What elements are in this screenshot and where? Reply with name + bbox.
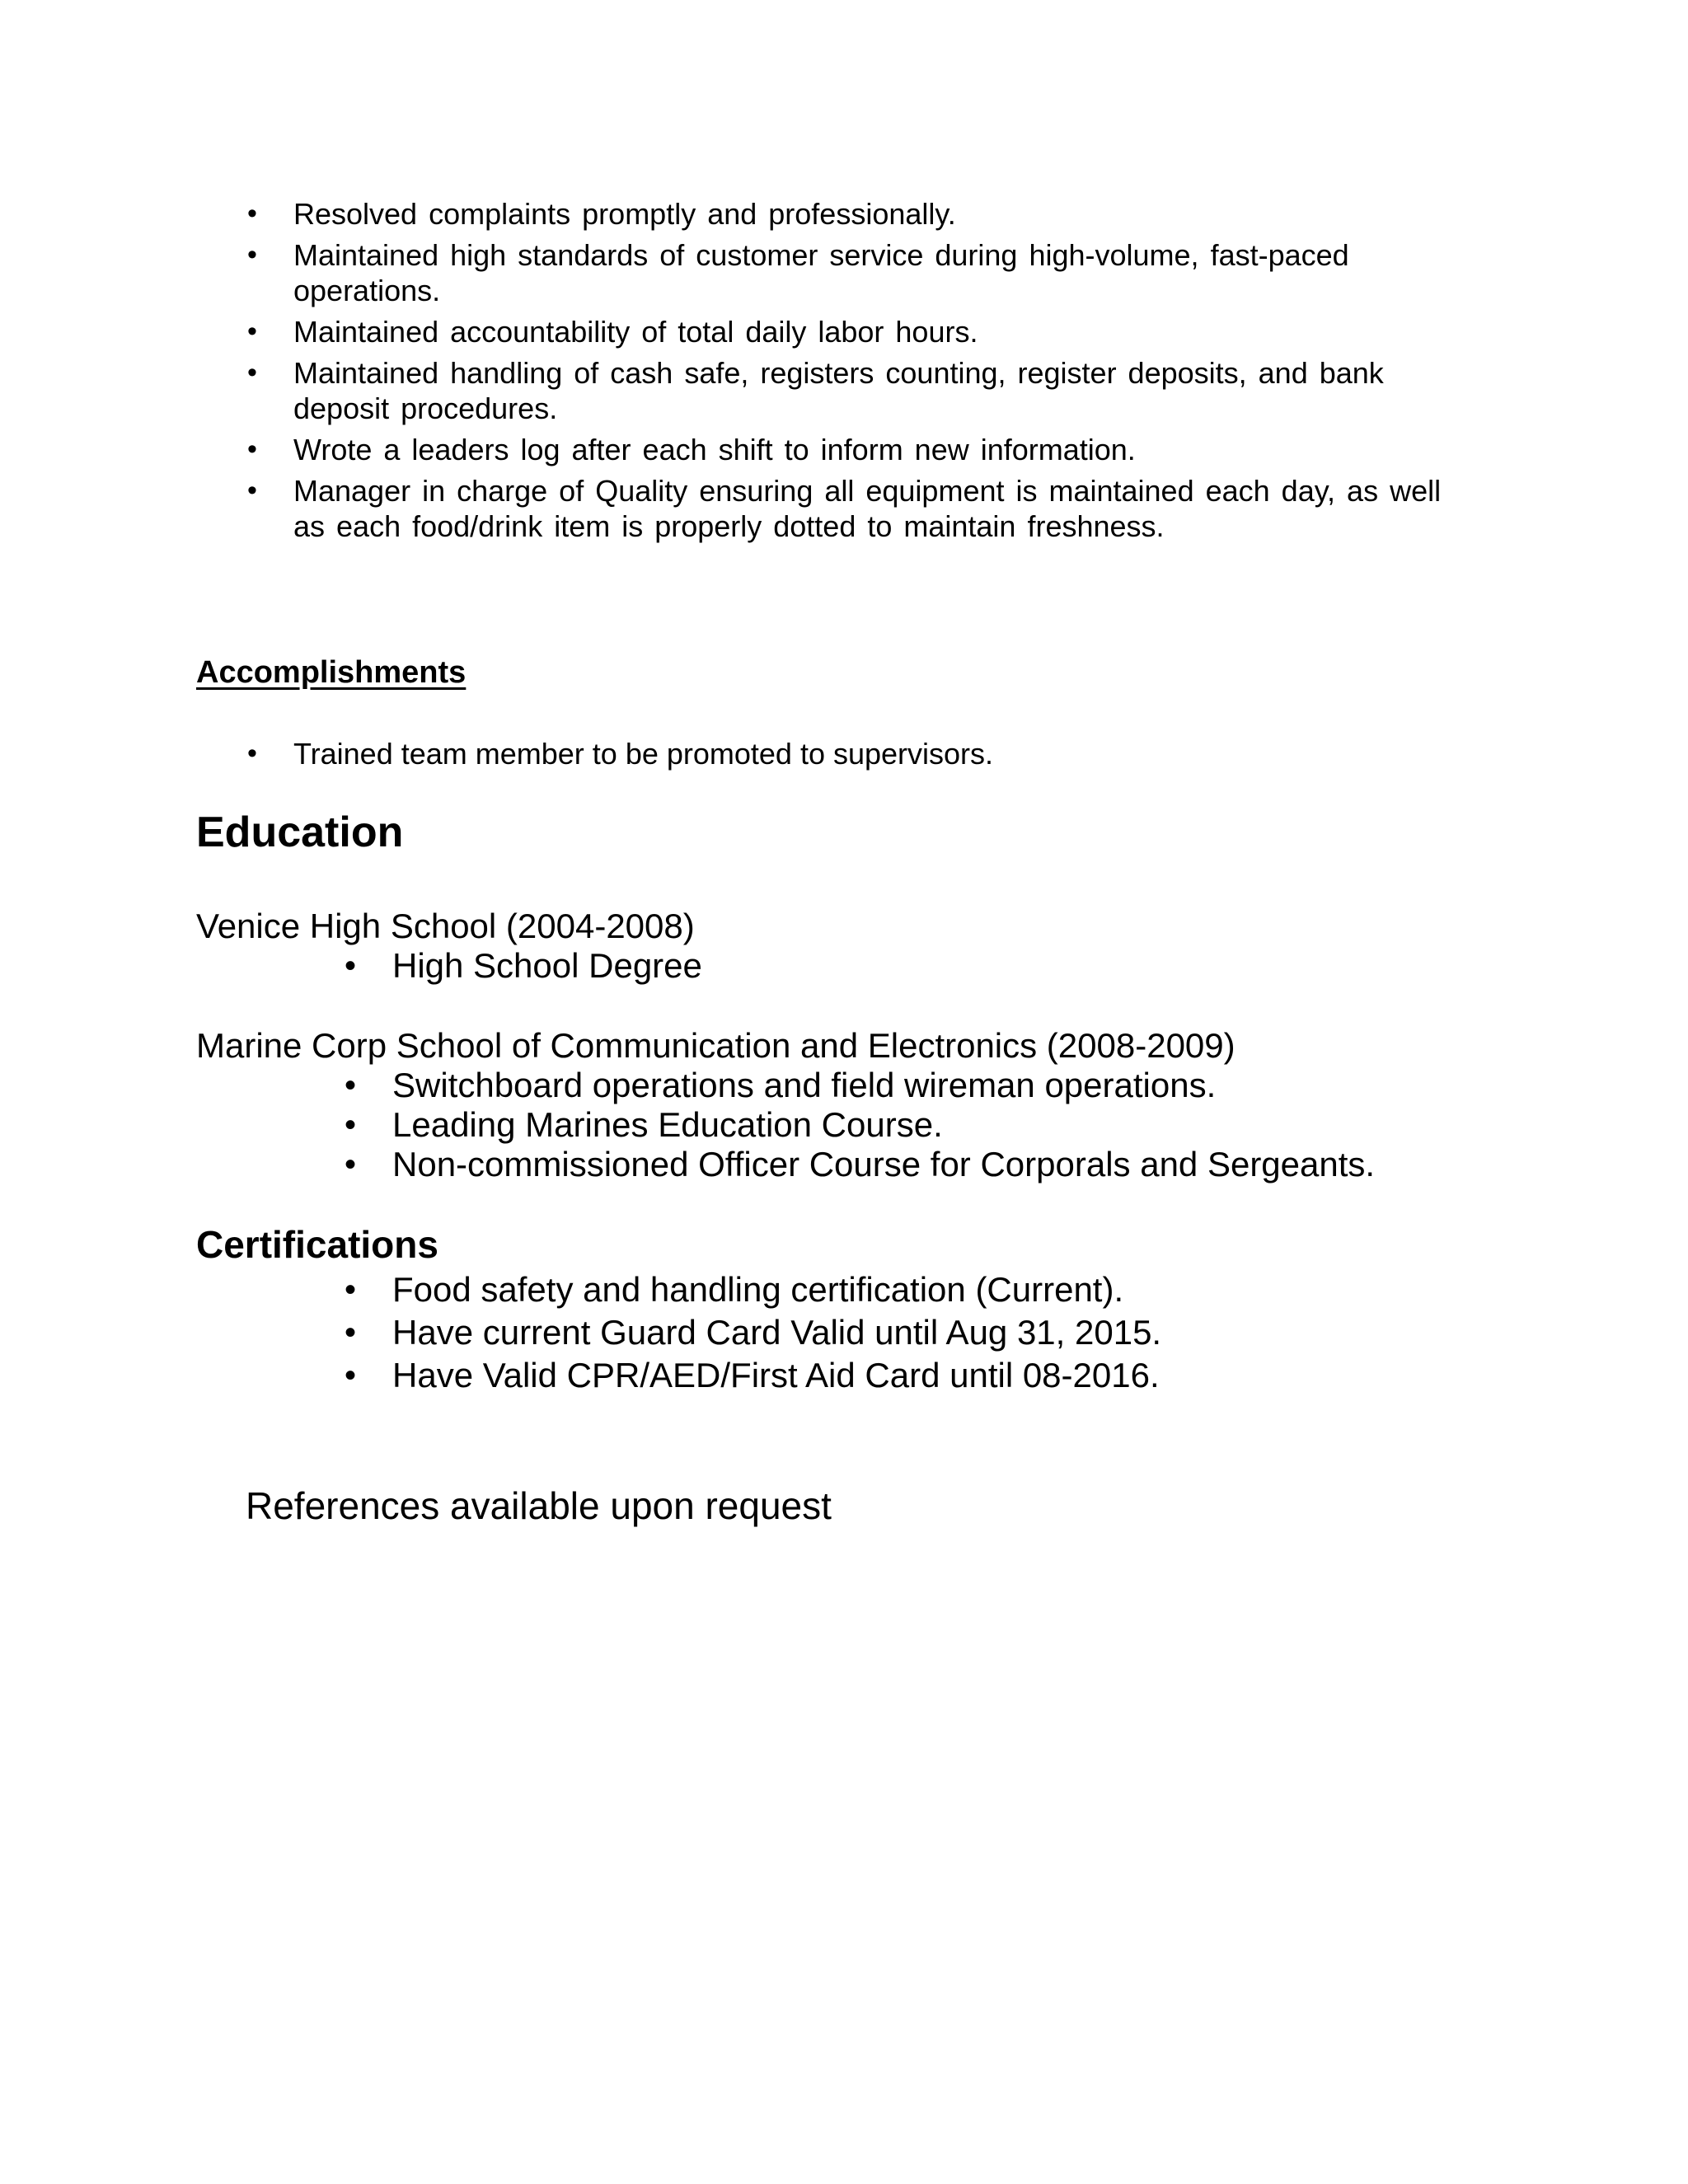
duty-text: Manager in charge of Quality ensuring all equipment is maintained each day, as well as each food/drink item is properly dotted to maintain freshness.: [293, 474, 1442, 543]
list-item: [196, 196, 1482, 232]
accomplishments-heading: Accomplishments: [196, 655, 467, 690]
bullet-icon: •: [345, 1146, 357, 1183]
list-item: [196, 1313, 1515, 1352]
bullet-icon: •: [247, 239, 257, 270]
list-item: [196, 1356, 1515, 1395]
bullet-icon: •: [345, 1067, 357, 1104]
duty-text: Maintained high standards of customer service during high-volume, fast-paced operations.: [293, 238, 1349, 307]
bullet-icon: •: [345, 1107, 357, 1143]
school-detail-text: Non-commissioned Officer Course for Corporals and Sergeants.: [392, 1145, 1376, 1183]
duty-text: Maintained handling of cash safe, registers counting, register deposits, and bank deposit procedures.: [293, 356, 1384, 425]
bullet-icon: •: [345, 1315, 357, 1351]
job-duties-list: [196, 196, 1482, 550]
school-detail-text: Leading Marines Education Course.: [392, 1105, 943, 1144]
bullet-icon: •: [247, 475, 257, 506]
bullet-icon: •: [345, 1272, 357, 1308]
bullet-icon: •: [247, 357, 257, 388]
bullet-icon: •: [345, 948, 357, 984]
education-heading: Education: [196, 808, 404, 856]
list-item: [196, 1270, 1515, 1310]
list-item: [196, 355, 1482, 426]
bullet-icon: •: [247, 738, 257, 769]
school-name: Venice High School (2004-2008): [196, 907, 695, 945]
duty-text: Wrote a leaders log after each shift to inform new information.: [293, 433, 1136, 466]
certifications-heading: Certifications: [196, 1223, 438, 1266]
school-detail-text: High School Degree: [392, 946, 702, 985]
list-item: [196, 1105, 1515, 1145]
list-item: [196, 237, 1482, 308]
duty-text: Resolved complaints promptly and professionally.: [293, 197, 956, 231]
duty-text: Maintained accountability of total daily labor hours.: [293, 315, 978, 349]
certification-text: Food safety and handling certification (Current).: [392, 1270, 1124, 1309]
school-detail-text: Switchboard operations and field wireman operations.: [392, 1066, 1217, 1104]
school-name: Marine Corp School of Communication and Electronics (2008-2009): [196, 1026, 1236, 1065]
bullet-icon: •: [247, 316, 257, 347]
school-details-list: [196, 1066, 1515, 1184]
list-item: [196, 946, 1515, 986]
list-item: [196, 736, 1482, 771]
list-item: [196, 314, 1482, 349]
school-details-list: [196, 946, 1515, 986]
certification-text: Have current Guard Card Valid until Aug 31, 2015.: [392, 1313, 1162, 1352]
bullet-icon: •: [247, 434, 257, 465]
accomplishments-list: [196, 736, 1482, 771]
certification-text: Have Valid CPR/AED/First Aid Card until 08-2016.: [392, 1356, 1160, 1394]
list-item: [196, 1145, 1515, 1184]
bullet-icon: •: [247, 198, 257, 229]
list-item: [196, 432, 1482, 467]
certifications-list: [196, 1270, 1515, 1399]
bullet-icon: •: [345, 1357, 357, 1394]
list-item: [196, 473, 1482, 544]
accomplishment-text: Trained team member to be promoted to supervisors.: [293, 737, 994, 771]
list-item: [196, 1066, 1515, 1105]
references-note: References available upon request: [246, 1484, 832, 1527]
